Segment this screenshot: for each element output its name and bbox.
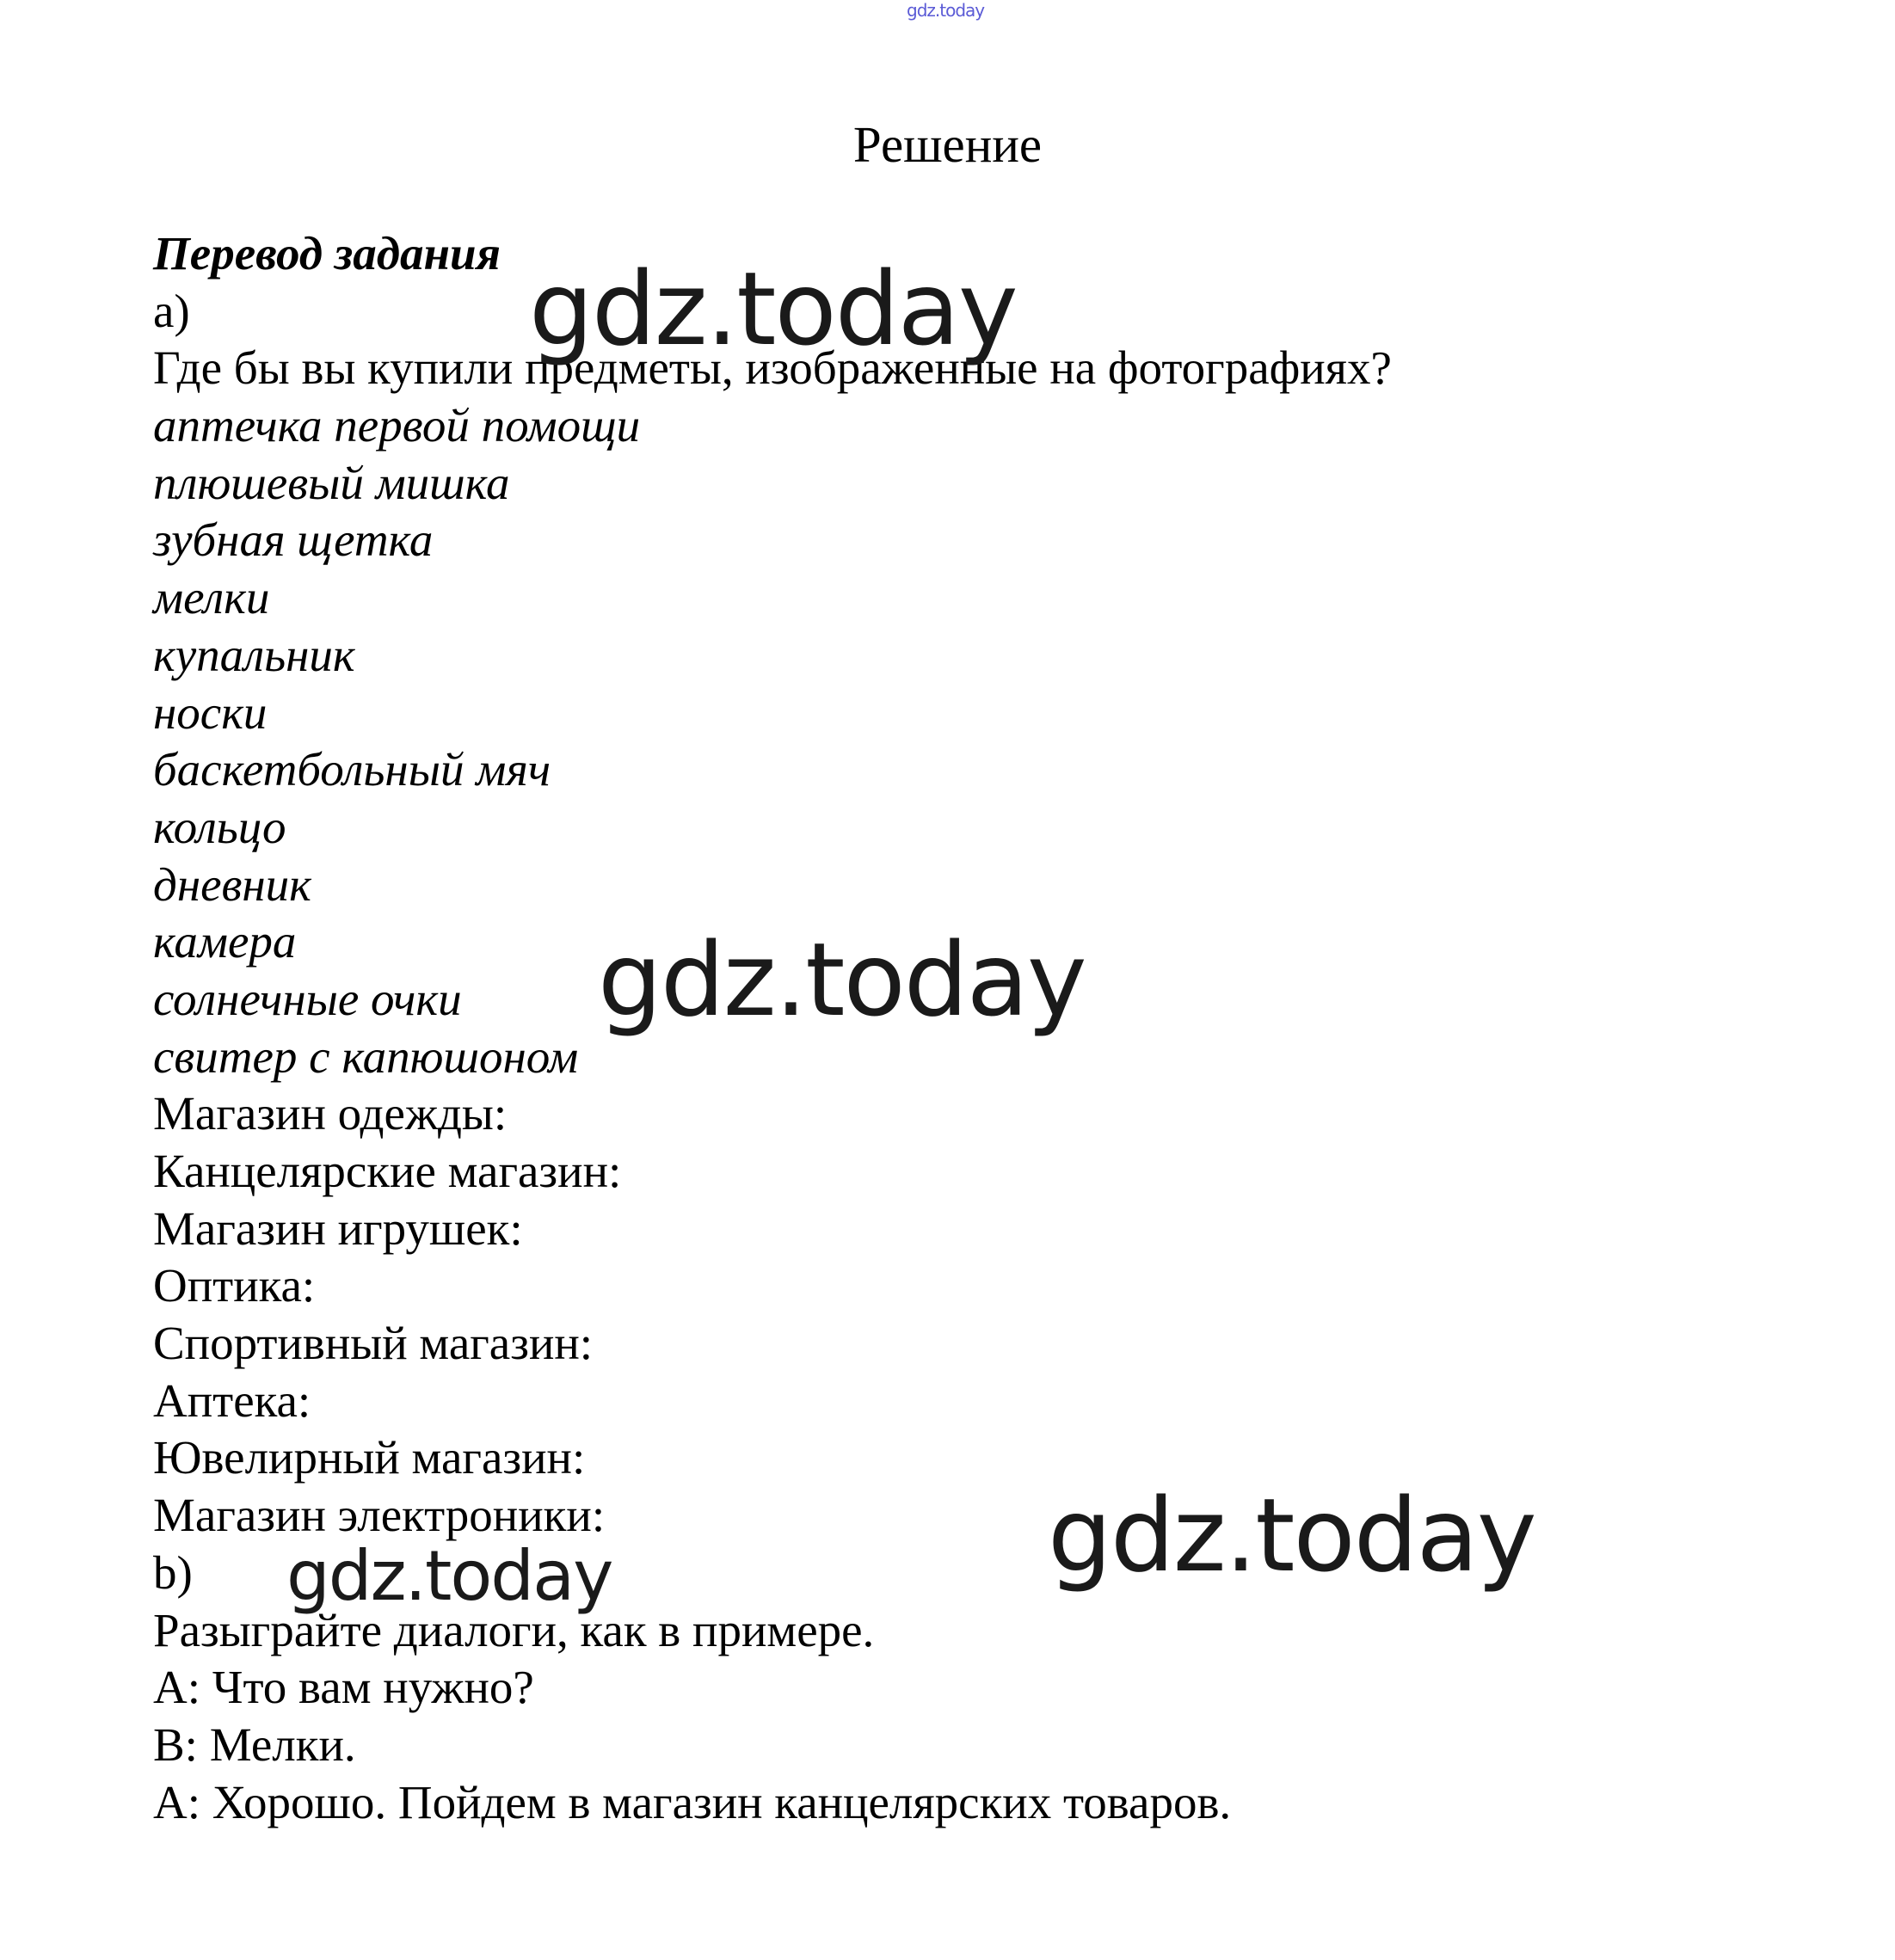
shop-electronics: Магазин электроники:	[153, 1489, 606, 1542]
part-a-label: a)	[153, 284, 190, 337]
shop-sports: Спортивный магазин:	[153, 1317, 594, 1370]
watermark: gdz.today	[598, 920, 1086, 1039]
watermark: gdz.today	[1048, 1476, 1535, 1594]
part-b-label: b)	[153, 1545, 193, 1599]
item-camera: камера	[153, 915, 297, 968]
dialogue-line-1: А: Что вам нужно?	[153, 1661, 534, 1714]
part-a-question: Где бы вы купили предметы, изображенные на фотографиях?	[153, 341, 1392, 395]
shop-jewelry: Ювелирный магазин:	[153, 1431, 586, 1484]
item-socks: носки	[153, 685, 268, 739]
dialogue-line-2: В: Мелки.	[153, 1717, 356, 1771]
shop-clothes: Магазин одежды:	[153, 1087, 508, 1140]
section-heading: Перевод задания	[153, 227, 501, 280]
item-teddy-bear: плюшевый мишка	[153, 456, 510, 509]
item-toothbrush: зубная щетка	[153, 513, 434, 567]
watermark: gdz.today	[529, 249, 1017, 368]
item-swimsuit: купальник	[153, 628, 355, 681]
item-sunglasses: солнечные очки	[153, 972, 462, 1025]
item-ring: кольцо	[153, 800, 286, 853]
shop-pharmacy: Аптека:	[153, 1373, 311, 1427]
item-crayons: мелки	[153, 571, 270, 624]
watermark: gdz.today	[286, 1536, 612, 1616]
item-basketball: баскетбольный мяч	[153, 743, 551, 796]
shop-toys: Магазин игрушек:	[153, 1201, 523, 1255]
item-first-aid-kit: аптечка первой помощи	[153, 399, 641, 452]
top-watermark: gdz.today	[907, 0, 985, 21]
dialogue-line-3: А: Хорошо. Пойдем в магазин канцелярских товаров.	[153, 1775, 1232, 1828]
item-diary: дневник	[153, 857, 311, 911]
shop-optics: Оптика:	[153, 1259, 316, 1312]
page-title: Решение	[852, 116, 1043, 173]
item-hoodie: свитер с капюшоном	[153, 1029, 579, 1083]
part-b-instruction: Разыграйте диалоги, как в примере.	[153, 1603, 875, 1656]
shop-stationery: Канцелярские магазин:	[153, 1145, 622, 1197]
